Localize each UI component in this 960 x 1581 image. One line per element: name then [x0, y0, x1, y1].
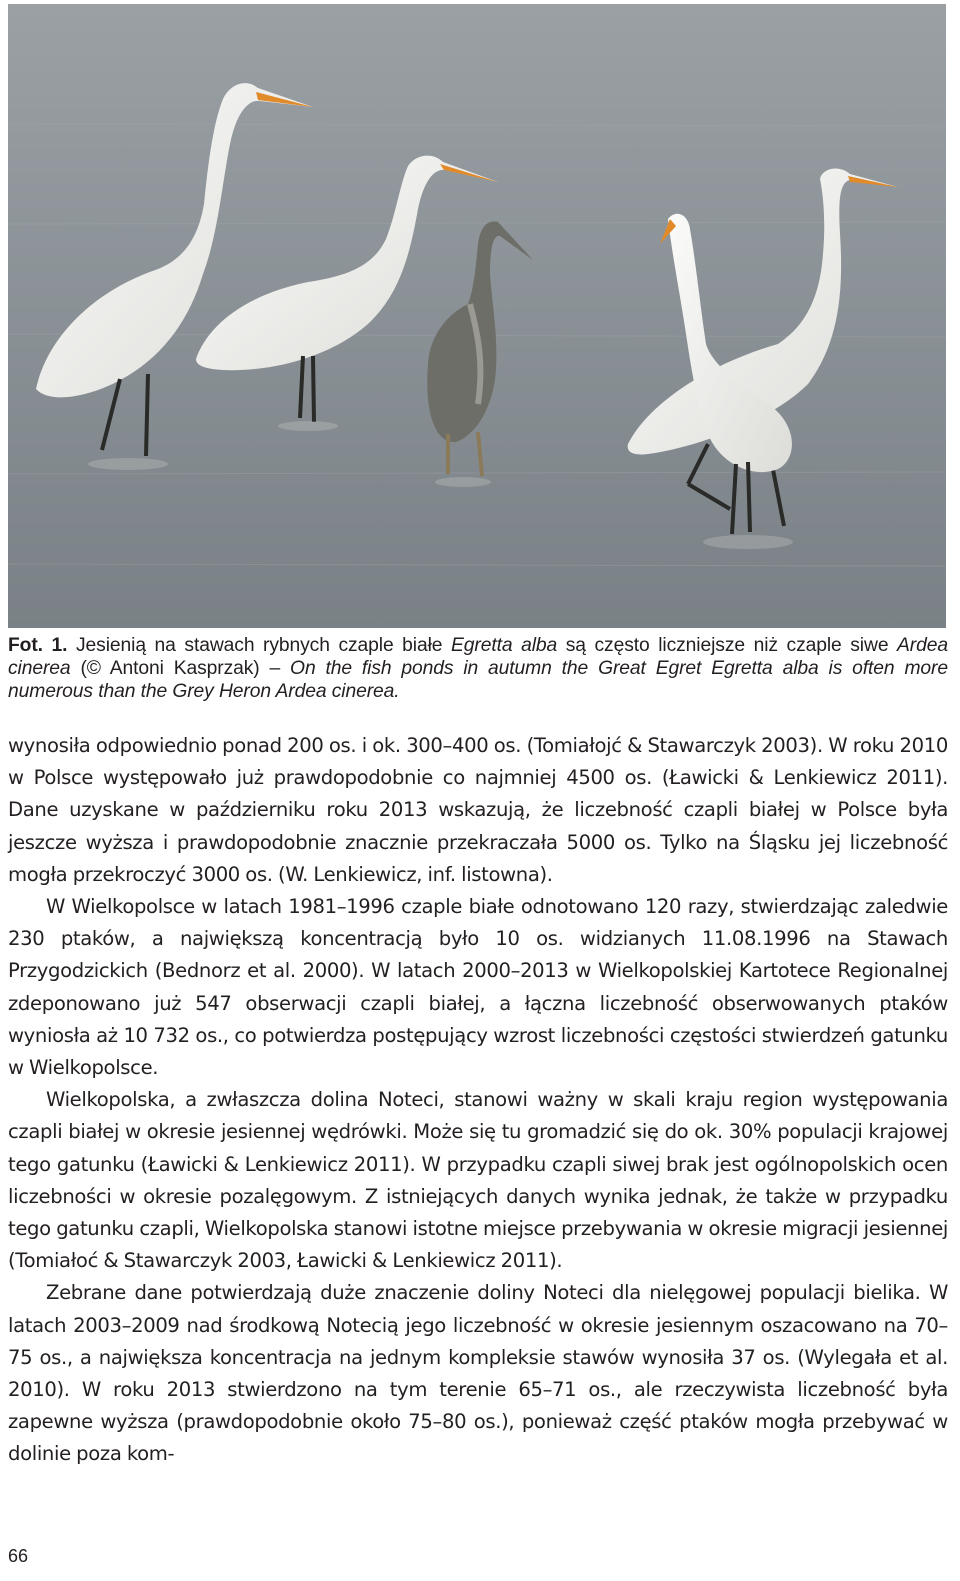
photo-illustration: [8, 4, 946, 628]
caption-text-1: Jesienią na stawach rybnych czaple białe: [67, 635, 452, 656]
caption-label: Fot. 1.: [8, 635, 68, 656]
caption-text-2: są często liczniejsze niż czaple siwe: [557, 635, 898, 656]
paragraph-3: Wielkopolska, a zwłaszcza dolina Noteci, stanowi ważny w skali kraju region występowania czapli białej w okresie jesiennej wędrówki. Może się tu gromadzić się do ok. 30% populacji krajowej tego gatunku (Ławicki & Lenkiewicz 2011). W przypadku czapli siwej brak jest ogólnopolskich ocen liczebności w okresie pozalęgowym. Z istniejących danych wynika jednak, że także w przypadku tego gatunku czapli, Wielkopolska stanowi istotne miejsce przebywania w okresie migracji jesiennej (Tomiałoć & Stawarczyk 2003, Ławicki & Lenkiewicz 2011).: [8, 1088, 948, 1273]
paragraph-1: wynosiła odpowiednio ponad 200 os. i ok. 300–400 os. (Tomiałojć & Stawarczyk 2003). W roku 2010 w Polsce występowało już prawdopodobnie co najmniej 4500 os. (Ławicki & Lenkiewicz 2011). Dane uzyskane w październiku roku 2013 wskazują, że liczebność czapli białej w Polsce była jeszcze wyższa i prawdopodobnie znacznie przekraczała 5000 os. Tylko na Śląsku jej liczebność mogła przekroczyć 3000 os. (W. Lenkiewicz, inf. listowna).: [8, 734, 948, 886]
caption-english: On the fish ponds in autumn the Great Egret Egretta alba is often more numerous than the Grey Heron Ardea cinerea.: [8, 658, 948, 702]
photo-egrets-and-heron: [8, 4, 946, 628]
figure-caption: [8, 634, 948, 703]
page-number: 66: [8, 1546, 29, 1566]
paragraph-4: Zebrane dane potwierdzają duże znaczenie doliny Noteci dla nielęgowej populacji bielika. W latach 2003–2009 nad środkową Notecią jego liczebność w okresie jesiennym oszacowano na 70–75 os., a największa koncentracja na jednym kompleksie stawów wynosiła 37 os. (Wylegała et al. 2010). W roku 2013 stwierdzono na tym terenie 65–71 os., ale rzeczywista liczebność była zapewne wyższa (prawdopodobnie około 75–80 os.), ponieważ część ptaków mogła przebywać w dolinie poza kom-: [8, 1281, 948, 1466]
article-body: [8, 730, 948, 1471]
caption-species-2: Ardea cinerea: [8, 635, 948, 679]
caption-species-1: Egretta alba: [451, 635, 558, 656]
caption-text-3: (© Antoni Kasprzak) –: [70, 658, 291, 679]
paragraph-2: W Wielkopolsce w latach 1981–1996 czaple białe odnotowano 120 razy, stwierdzając zaledwie 230 ptaków, a największą koncentracją było 10 os. widzianych 11.08.1996 na Stawach Przygodzickich (Bednorz et al. 2000). W latach 2000–2013 w Wielkopolskiej Kartotece Regionalnej zdeponowano już 547 obserwacji czapli białej, a łączna liczebność obserwowanych ptaków wyniosła aż 10 732 os., co potwierdza postępujący wzrost liczebności częstości stwierdzeń gatunku w Wielkopolsce.: [8, 895, 948, 1080]
